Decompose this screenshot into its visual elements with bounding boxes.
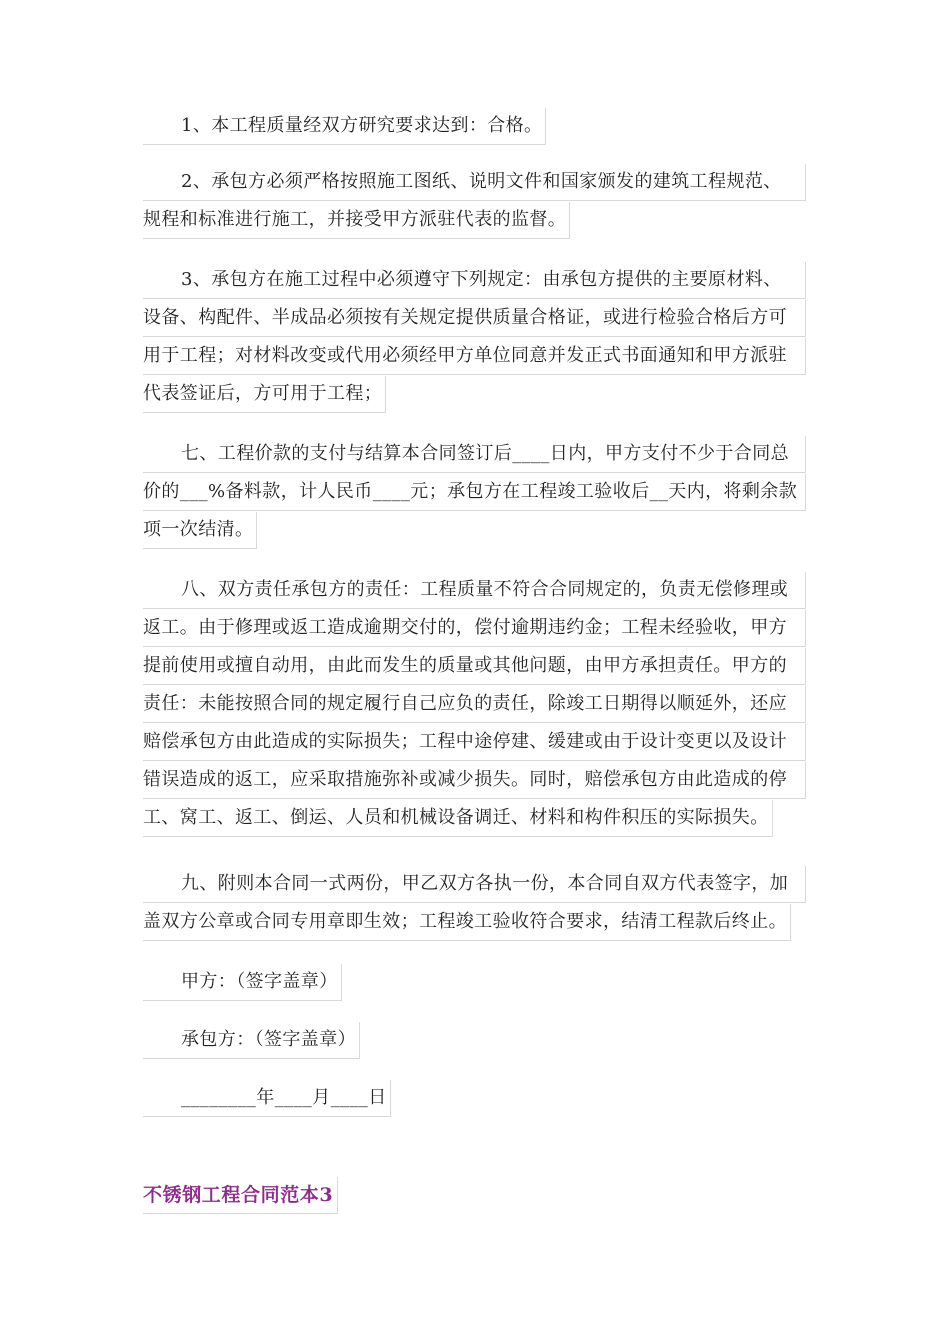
signature-party-a bbox=[143, 964, 342, 1002]
clause-8-line-2: 返工。由于修理或返工造成逾期交付的，偿付逾期违约金；工程未经验收，甲方 bbox=[143, 610, 806, 647]
clause-2-line-2: 规程和标准进行施工，并接受甲方派驻代表的监督。 bbox=[143, 202, 570, 239]
clause-7-line-1: 七、工程价款的支付与结算本合同签订后____日内，甲方支付不少于合同总 bbox=[143, 436, 806, 473]
date-line: ________年____月____日 bbox=[143, 1080, 391, 1117]
clause-7-line-3: 项一次结清。 bbox=[143, 512, 257, 549]
clause-3-line-4: 代表签证后，方可用于工程； bbox=[143, 376, 386, 413]
clause-8-line-7: 工、窝工、返工、倒运、人员和机械设备调迁、材料和构件积压的实际损失。 bbox=[143, 800, 773, 837]
clause-8-line-5: 赔偿承包方由此造成的实际损失；工程中途停建、缓建或由于设计变更以及设计 bbox=[143, 724, 806, 761]
clause-3-line-1: 3、承包方在施工过程中必须遵守下列规定：由承包方提供的主要原材料、 bbox=[143, 262, 806, 299]
section-heading: 不锈钢工程合同范本3 bbox=[143, 1177, 338, 1214]
clause-8-line-4: 责任：未能按照合同的规定履行自己应负的责任，除竣工日期得以顺延外，还应 bbox=[143, 686, 806, 723]
signature-contractor bbox=[143, 1022, 360, 1060]
clause-7 bbox=[143, 436, 806, 550]
clause-3-line-3: 用于工程；对材料改变或代用必须经甲方单位同意并发正式书面通知和甲方派驻 bbox=[143, 338, 806, 375]
clause-9-line-1: 九、附则本合同一式两份，甲乙双方各执一份，本合同自双方代表签字，加 bbox=[143, 866, 806, 903]
clause-9-line-2: 盖双方公章或合同专用章即生效；工程竣工验收符合要求，结清工程款后终止。 bbox=[143, 904, 791, 941]
contractor-signature-line: 承包方：（签字盖章） bbox=[143, 1022, 360, 1059]
clause-1-line-1: 1、本工程质量经双方研究要求达到：合格。 bbox=[143, 108, 546, 145]
signature-date bbox=[143, 1080, 391, 1118]
clause-3-line-2: 设备、构配件、半成品必须按有关规定提供质量合格证，或进行检验合格后方可 bbox=[143, 300, 806, 337]
party-a-signature-line: 甲方：（签字盖章） bbox=[143, 964, 342, 1001]
clause-8 bbox=[143, 572, 806, 838]
clause-1 bbox=[143, 108, 546, 146]
clause-7-line-2: 价的___%备料款，计人民币____元；承包方在工程竣工验收后__天内，将剩余款 bbox=[143, 474, 806, 511]
clause-2 bbox=[143, 164, 806, 240]
clause-3 bbox=[143, 262, 806, 414]
clause-8-line-3: 提前使用或擅自动用，由此而发生的质量或其他问题，由甲方承担责任。甲方的 bbox=[143, 648, 806, 685]
clause-9 bbox=[143, 866, 806, 942]
clause-8-line-1: 八、双方责任承包方的责任：工程质量不符合合同规定的，负责无偿修理或 bbox=[143, 572, 806, 609]
clause-2-line-1: 2、承包方必须严格按照施工图纸、说明文件和国家颁发的建筑工程规范、 bbox=[143, 164, 806, 201]
clause-8-line-6: 错误造成的返工，应采取措施弥补或减少损失。同时，赔偿承包方由此造成的停 bbox=[143, 762, 806, 799]
